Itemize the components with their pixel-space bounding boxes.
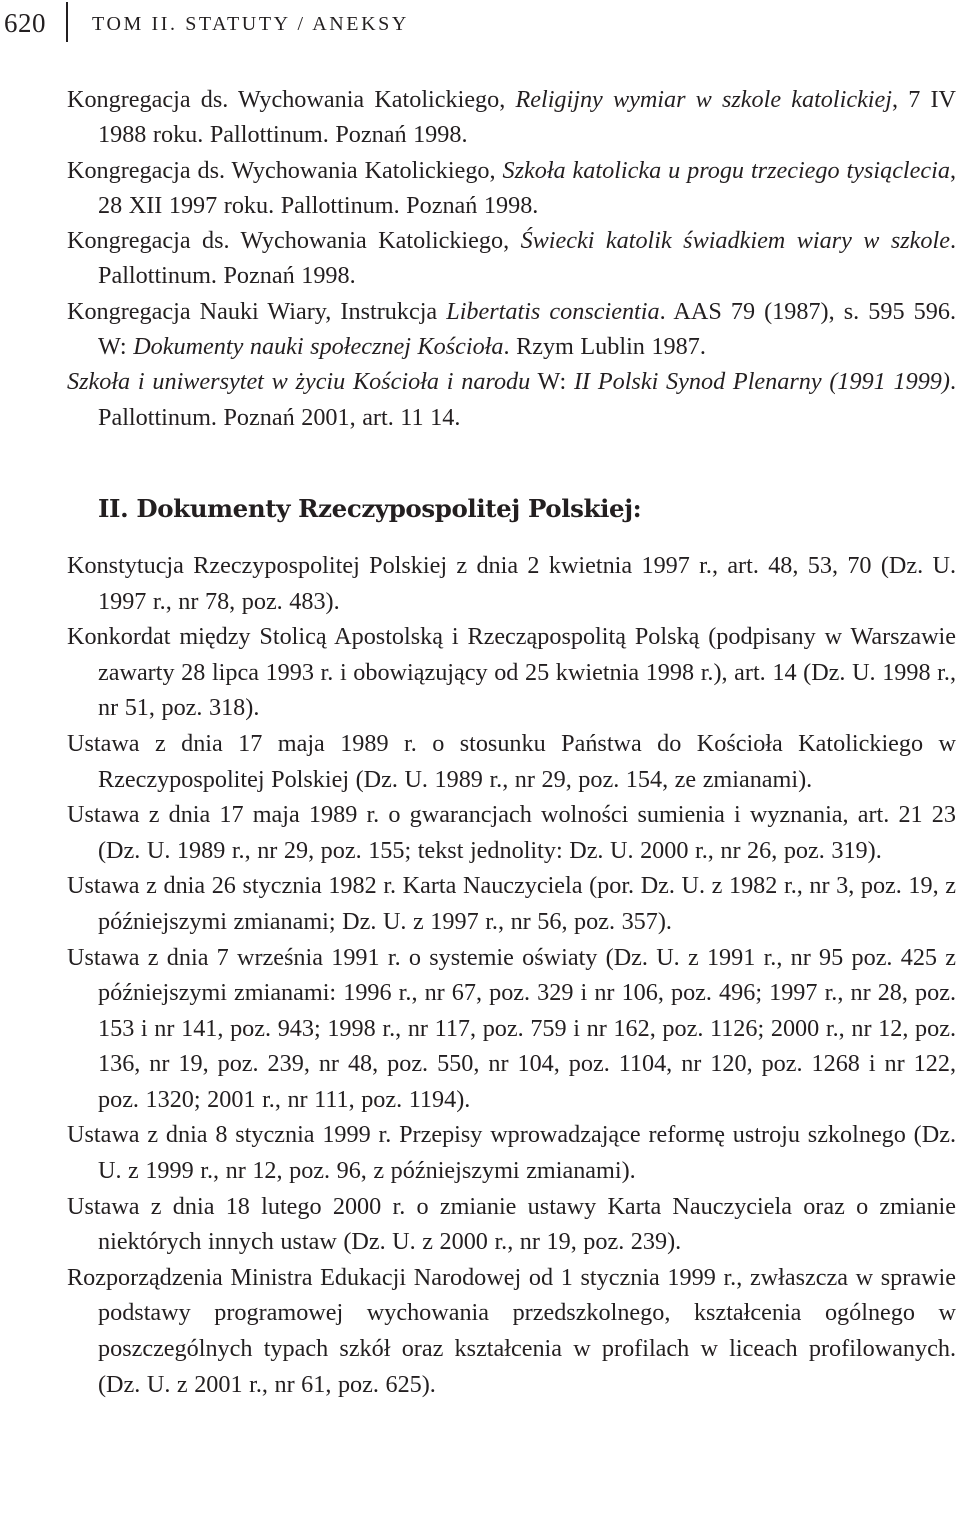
legal-entry: Konkordat między Stolicą Apostolską i Rzecząpospolitą Polską (podpisany w Warszawie zawarty 28 lipca 1993 r. i obowiązujący od 25 kwietnia 1998 r.), art. 14 (Dz. U. 1998 r., nr 51, poz. 318).	[67, 623, 956, 722]
text-segment: . Pallottinum. Poznań 1998.	[98, 227, 956, 290]
running-head: TOM II. STATUTY / ANEKSY	[92, 13, 409, 35]
header-divider	[66, 2, 68, 42]
bibliography-entry	[67, 364, 956, 435]
legal-entry: Ustawa z dnia 17 maja 1989 r. o stosunku Państwa do Kościoła Katolickiego w Rzeczypospolitej Polskiej (Dz. U. 1989 r., nr 29, poz. 154, ze zmianami).	[67, 729, 956, 793]
text-segment: W:	[530, 368, 574, 396]
text-segment: . AAS 79 (1987), s. 595 596. W:	[98, 297, 956, 361]
italic-title-segment: Libertatis conscientia	[446, 297, 660, 325]
legal-entry: Ustawa z dnia 8 stycznia 1999 r. Przepisy wprowadzające reformę ustroju szkolnego (Dz. U. z 1999 r., nr 12, poz. 96, z późniejszymi zmianami).	[67, 1121, 956, 1185]
text-segment: . Pallottinum. Poznań 2001, art. 11 14.	[98, 368, 957, 431]
italic-title-segment: Dokumenty nauki społecznej Kościoła	[133, 333, 504, 361]
church-documents-list	[67, 82, 956, 435]
state-documents-list	[67, 548, 956, 1402]
legal-entry: Ustawa z dnia 18 lutego 2000 r. o zmianie ustawy Karta Nauczyciela oraz o zmianie niektórych innych ustaw (Dz. U. z 2000 r., nr 19, poz. 239).	[67, 1192, 956, 1256]
section-heading: II. Dokumenty Rzeczypospolitej Polskiej:	[98, 493, 642, 523]
page-body	[67, 82, 956, 1402]
legal-entry: Rozporządzenia Ministra Edukacji Narodowej od 1 stycznia 1999 r., zwłaszcza w sprawie podstawy programowej wychowania przedszkolnego, kształcenia ogólnego w poszczególnych typach szkół oraz kształcenia w profilach w liceach profilowanych. (Dz. U. z 2001 r., nr 61, poz. 625).	[67, 1263, 956, 1398]
legal-entry: Konstytucja Rzeczypospolitej Polskiej z dnia 2 kwietnia 1997 r., art. 48, 53, 70 (Dz. U. 1997 r., nr 78, poz. 483).	[67, 551, 956, 615]
text-segment: Kongregacja ds. Wychowania Katolickiego,	[67, 86, 516, 113]
bibliography-entry	[67, 153, 956, 224]
legal-entry: Ustawa z dnia 7 września 1991 r. o systemie oświaty (Dz. U. z 1991 r., nr 95 poz. 425 z późniejszymi zmianami: 1996 r., nr 67, poz. 329 i nr 106, poz. 496; 1997 r., nr 28, poz. 153 i nr 141, poz. 943; 1998 r., nr 117, poz. 759 i nr 162, poz. 1126; 2000 r., nr 12, poz. 136, nr 19, poz. 239, nr 48, poz. 550, nr 104, poz. 1104, nr 120, poz. 1268 i nr 122, poz. 1320; 2001 r., nr 111, poz. 1194).	[67, 943, 956, 1113]
text-segment: , 7 IV 1988 roku. Pallottinum. Poznań 1998.	[98, 86, 956, 149]
italic-title-segment: II Polski Synod Plenarny (1991 1999)	[573, 368, 950, 396]
italic-title-segment: Szkoła katolicka u progu trzeciego tysiąclecia	[502, 156, 950, 184]
bibliography-entry	[67, 294, 956, 365]
legal-entry: Ustawa z dnia 17 maja 1989 r. o gwarancjach wolności sumienia i wyznania, art. 21 23 (Dz. U. 1989 r., nr 29, poz. 155; tekst jednolity: Dz. U. 2000 r., nr 26, poz. 319).	[67, 801, 956, 864]
bibliography-entry	[67, 223, 956, 294]
page-header	[0, 0, 960, 50]
text-segment: Kongregacja ds. Wychowania Katolickiego,	[67, 156, 503, 184]
legal-entry: Ustawa z dnia 26 stycznia 1982 r. Karta Nauczyciela (por. Dz. U. z 1982 r., nr 3, poz. 19, z późniejszymi zmianami; Dz. U. z 1997 r., nr 56, poz. 357).	[67, 872, 956, 935]
italic-title-segment: Religijny wymiar w szkole katolickiej	[515, 86, 892, 113]
page-number: 620	[4, 8, 46, 38]
italic-title-segment: Szkoła i uniwersytet w życiu Kościoła i narodu	[67, 368, 531, 396]
bibliography-entry	[67, 82, 956, 153]
italic-title-segment: Świecki katolik świadkiem wiary w szkole	[520, 227, 950, 255]
text-segment: Kongregacja ds. Wychowania Katolickiego,	[67, 227, 521, 255]
text-segment: Kongregacja Nauki Wiary, Instrukcja	[67, 297, 447, 325]
text-segment: . Rzym Lublin 1987.	[503, 333, 706, 361]
text-segment: , 28 XII 1997 roku. Pallottinum. Poznań 1998.	[98, 156, 956, 219]
